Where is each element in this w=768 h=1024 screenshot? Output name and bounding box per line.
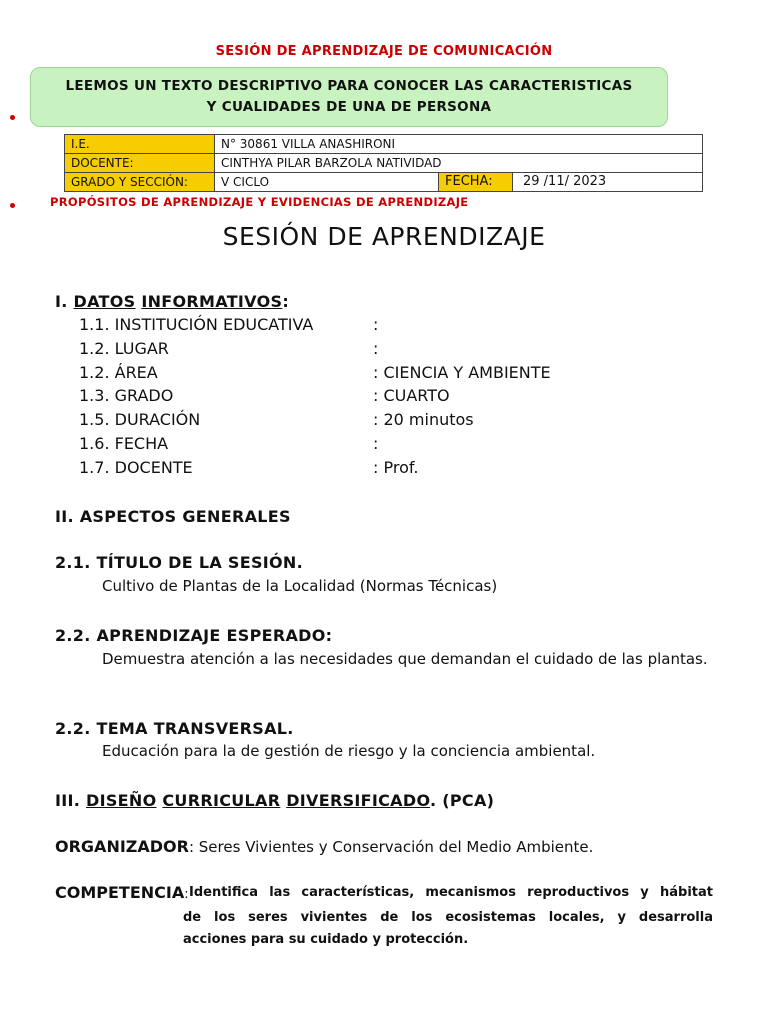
info-table: [64, 134, 703, 192]
grado-value: V CICLO: [215, 173, 439, 192]
transversal-theme-text: Educación para la de gestión de riesgo y la conciencia ambiental.: [102, 742, 596, 760]
info-row: [0, 363, 768, 385]
competence-line3: acciones para su cuidado y protección.: [183, 932, 469, 947]
info-row: [0, 339, 768, 361]
info-row: [0, 315, 768, 337]
section-3-suffix: . (PCA): [430, 791, 495, 810]
section-2-heading: II. ASPECTOS GENERALES: [55, 507, 291, 526]
info-row: [0, 458, 768, 480]
ie-value: N° 30861 VILLA ANASHIRONI: [215, 135, 703, 154]
session-title-heading: 2.1. TÍTULO DE LA SESIÓN.: [55, 553, 303, 572]
section-3-word1: DISEÑO: [86, 791, 157, 810]
competence-line2: de los seres vivientes de los ecosistemas locales, y desarrolla: [183, 910, 713, 925]
section-1-heading: [55, 292, 289, 311]
info-row-key: 1.3. GRADO: [79, 386, 174, 405]
fecha-label: FECHA:: [439, 173, 513, 192]
info-row: [0, 410, 768, 432]
main-title: SESIÓN DE APRENDIZAJE: [222, 222, 546, 251]
info-row-key: 1.5. DURACIÓN: [79, 410, 201, 429]
organizer-line: [55, 837, 593, 856]
competence-colon: :: [184, 887, 189, 902]
topic-banner: [30, 67, 668, 127]
bullet-icon: [10, 203, 15, 208]
section-1-roman: I.: [55, 292, 68, 311]
info-row-value: :: [373, 434, 379, 453]
bullet-icon: [10, 115, 15, 120]
session-header-title: SESIÓN DE APRENDIZAJE DE COMUNICACIÓN: [215, 44, 553, 59]
info-row-key: 1.1. INSTITUCIÓN EDUCATIVA: [79, 315, 314, 334]
expected-learning-text: Demuestra atención a las necesidades que demandan el cuidado de las plantas.: [102, 650, 708, 668]
info-row-key: 1.2. ÁREA: [79, 363, 158, 382]
info-row-value: :: [373, 315, 379, 334]
topic-banner-line2: Y CUALIDADES DE UNA DE PERSONA: [206, 99, 492, 115]
info-row-key: 1.2. LUGAR: [79, 339, 169, 358]
docente-value: CINTHYA PILAR BARZOLA NATIVIDAD: [215, 154, 703, 173]
topic-banner-line1: LEEMOS UN TEXTO DESCRIPTIVO PARA CONOCER LAS CARACTERISTICAS: [65, 78, 633, 94]
section-1-colon: :: [282, 292, 290, 311]
section-3-heading: [55, 791, 494, 810]
ie-label: I.E.: [65, 135, 215, 154]
organizer-label: ORGANIZADOR: [55, 837, 189, 856]
grado-label: GRADO Y SECCIÓN:: [65, 173, 215, 192]
purposes-heading: PROPÓSITOS DE APRENDIZAJE Y EVIDENCIAS DE APRENDIZAJE: [50, 195, 469, 209]
info-row-key: 1.7. DOCENTE: [79, 458, 193, 477]
transversal-theme-heading: 2.2. TEMA TRANSVERSAL.: [55, 719, 294, 738]
competence-label: [55, 883, 189, 902]
info-row-value: : Prof.: [373, 458, 419, 477]
section-3-roman: III.: [55, 791, 81, 810]
section-3-word2: CURRICULAR: [162, 791, 281, 810]
info-row: [0, 386, 768, 408]
competence-label-text: COMPETENCIA: [55, 883, 185, 902]
section-1-word2: INFORMATIVOS: [141, 292, 283, 311]
info-row-value: :: [373, 339, 379, 358]
organizer-text: : Seres Vivientes y Conservación del Medio Ambiente.: [188, 838, 594, 856]
section-1-word1: DATOS: [73, 292, 136, 311]
fecha-value: 29 /11/ 2023: [513, 173, 703, 192]
info-row-key: 1.6. FECHA: [79, 434, 169, 453]
info-row: [0, 434, 768, 456]
expected-learning-heading: 2.2. APRENDIZAJE ESPERADO:: [55, 626, 333, 645]
session-title-text: Cultivo de Plantas de la Localidad (Normas Técnicas): [102, 577, 498, 595]
info-row-value: : CUARTO: [373, 386, 450, 405]
info-row-value: : CIENCIA Y AMBIENTE: [373, 363, 551, 382]
info-row-value: : 20 minutos: [373, 410, 474, 429]
competence-line1: Identifica las características, mecanismos reproductivos y hábitat: [189, 885, 713, 900]
docente-label: DOCENTE:: [65, 154, 215, 173]
section-3-word3: DIVERSIFICADO: [286, 791, 431, 810]
